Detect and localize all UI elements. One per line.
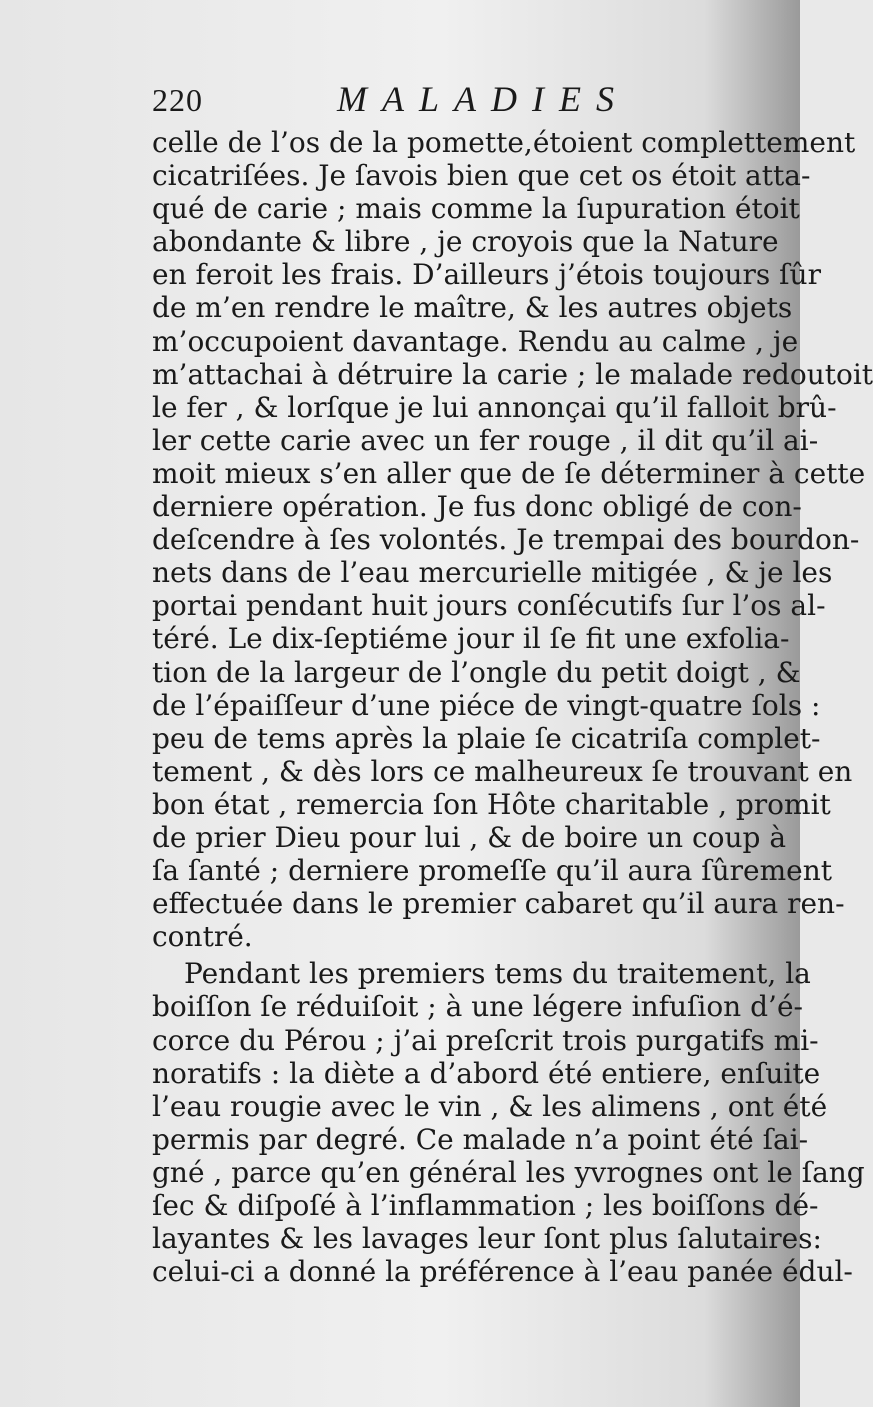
text-line: layantes & les lavages leur ſont plus ſalutaires:: [152, 1222, 822, 1256]
text-line: de m’en rendre le maître, & les autres objets: [152, 291, 793, 325]
running-head: [152, 78, 629, 122]
text-line: boiſſon ſe réduiſoit ; à une légere infuſion d’é-: [152, 990, 803, 1024]
text-line: celui-ci a donné la préférence à l’eau panée édul-: [152, 1255, 853, 1289]
text-line: abondante & libre , je croyois que la Nature: [152, 225, 779, 259]
text-line: deſcendre à ſes volontés. Je trempai des bourdon-: [152, 523, 860, 557]
text-line: peu de tems après la plaie ſe cicatriſa complet-: [152, 721, 821, 755]
text-line: celle de l’os de la pomette,étoient complettement: [152, 126, 856, 159]
text-line: portai pendant huit jours conſécutifs ſur l’os al-: [152, 589, 826, 623]
text-line: moit mieux s’en aller que de ſe déterminer à cette: [152, 456, 866, 490]
text-line: ler cette carie avec un fer rouge , il dit qu’il ai-: [152, 423, 819, 457]
text-line: noratifs : la diète a d’abord été entiere, enſuite: [152, 1056, 821, 1090]
text-line: Pendant les premiers tems du traitement, la: [184, 957, 811, 991]
text-line: ſec & diſpoſé à l’inflammation ; les boiſſons dé-: [152, 1189, 819, 1222]
text-line: de prier Dieu pour lui , & de boire un coup à: [152, 820, 787, 854]
text-line: bon état , remercia ſon Hôte charitable , promit: [152, 787, 831, 821]
text-line: le fer , & lorſque je lui annonçai qu’il falloit brû-: [152, 390, 837, 424]
paragraph: [152, 957, 865, 1289]
text-line: tion de la largeur de l’ongle du petit doigt , &: [152, 655, 801, 689]
body-text: [152, 126, 873, 1289]
paragraph: [152, 126, 873, 954]
page-number: 220: [152, 82, 203, 118]
text-line: derniere opération. Je fus donc obligé de con-: [152, 490, 802, 524]
text-line: corce du Pérou ; j’ai preſcrit trois purgatifs mi-: [152, 1023, 819, 1057]
text-line: nets dans de l’eau mercurielle mitigée , & je les: [152, 556, 833, 590]
text-line: m’attachai à détruire la carie ; le malade redoutoit: [152, 357, 873, 391]
text-line: qué de carie ; mais comme la ſupuration étoit: [152, 192, 800, 226]
text-line: l’eau rougie avec le vin , & les alimens , ont été: [152, 1089, 828, 1123]
text-line: m’occupoient davantage. Rendu au calme , je: [152, 324, 799, 358]
text-line: permis par degré. Ce malade n’a point été ſai-: [152, 1122, 809, 1156]
text-line: gné , parce qu’en général les yvrognes ont le ſang: [152, 1155, 865, 1189]
text-line: téré. Le dix-ſeptiéme jour il ſe fit une exfolia-: [152, 622, 790, 656]
text-line: contré.: [152, 920, 253, 954]
text-line: de l’épaiſſeur d’une piéce de vingt-quatre ſols :: [152, 688, 821, 722]
text-line: cicatriſées. Je ſavois bien que cet os étoit atta-: [152, 159, 811, 193]
text-line: effectuée dans le premier cabaret qu’il aura ren-: [152, 887, 845, 921]
text-line: ſa ſanté ; derniere promeſſe qu’il aura ſûrement: [152, 854, 833, 888]
running-title: MALADIES: [337, 79, 629, 119]
text-line: tement , & dès lors ce malheureux ſe trouvant en: [152, 754, 853, 788]
text-line: en feroit les frais. D’ailleurs j’étois toujours ſûr: [152, 258, 821, 292]
